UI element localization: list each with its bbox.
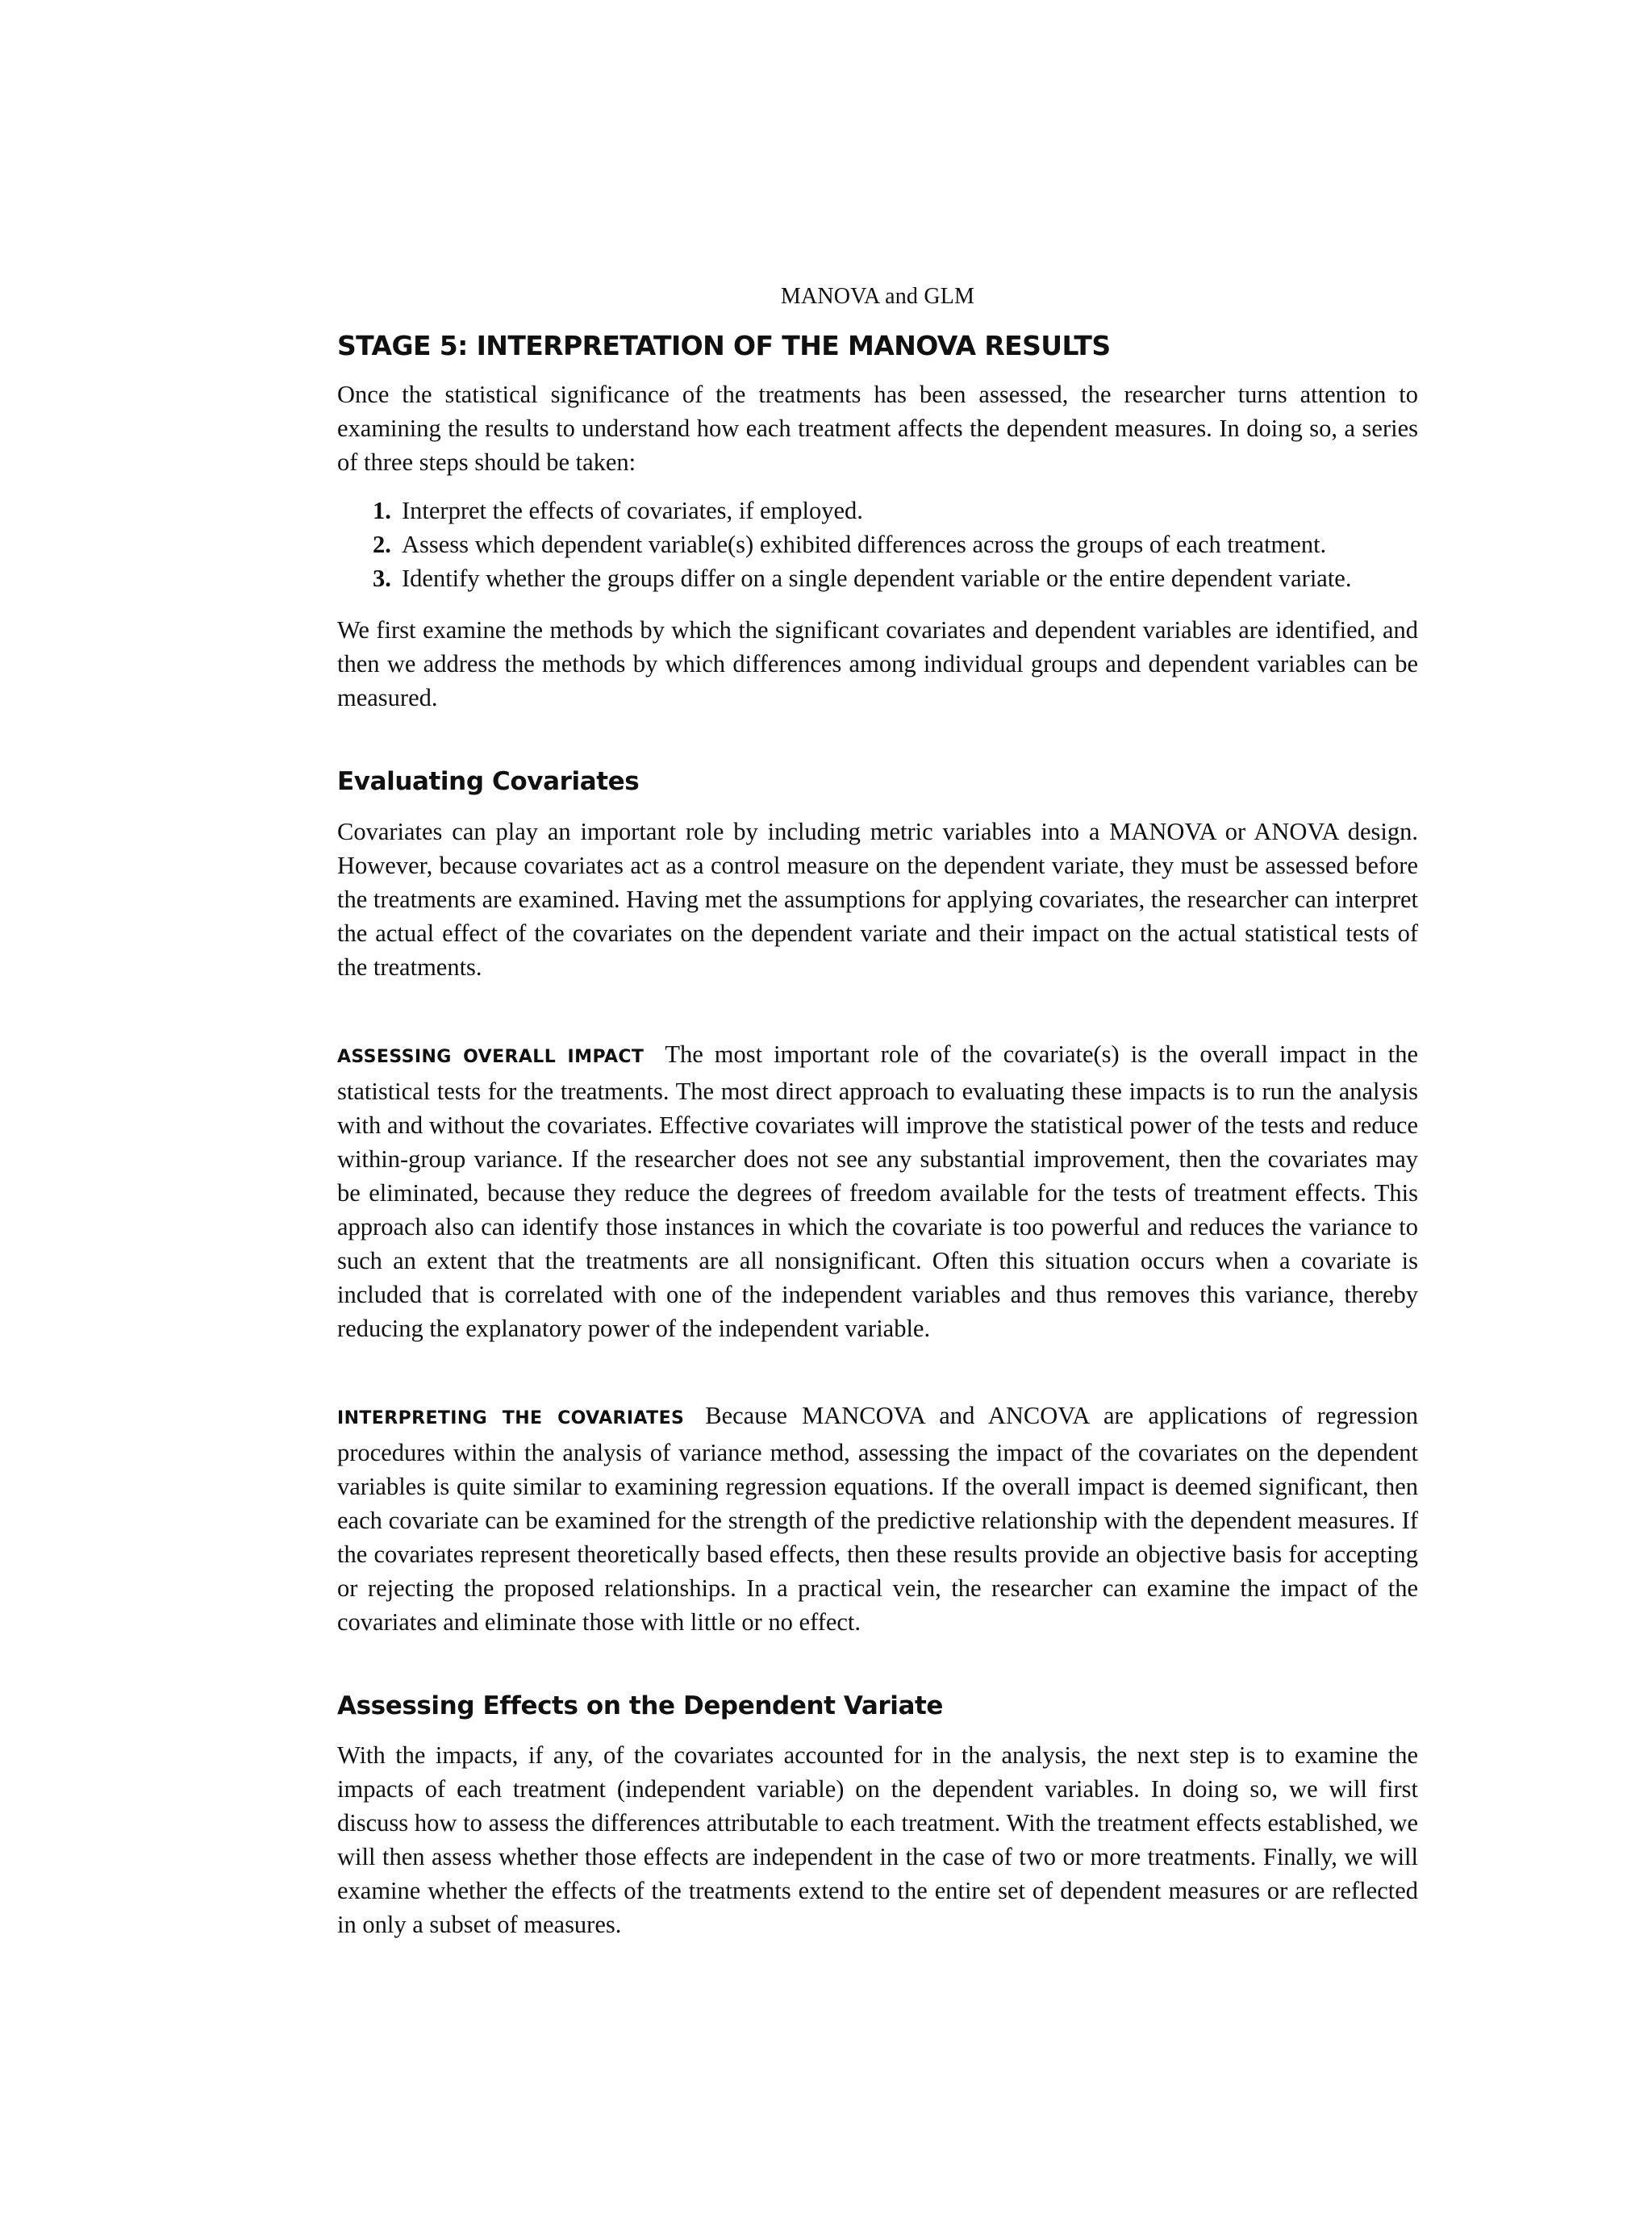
step-number: 1.: [373, 496, 391, 524]
evaluating-covariates-paragraph: Covariates can play an important role by including metric variables into a MANOVA or ANOVA design. However, because covariates act as a control measure on the dependent variate, they must be assessed before the treatments are examined. Having met the assumptions for applying covariates, the researcher can interpret the actual effect of the covariates on the dependent variate and their impact on the actual statistical tests of the treatments.: [337, 817, 1418, 981]
step-text: Assess which dependent variable(s) exhibited differences across the groups of each treatment.: [402, 530, 1327, 558]
assessing-overall-impact-paragraph: [337, 1037, 1418, 1345]
interpreting-covariates-paragraph: [337, 1399, 1418, 1639]
runin-heading-assessing-overall-impact: ASSESSING OVERALL IMPACT: [337, 1046, 645, 1067]
step-text: Identify whether the groups differ on a single dependent variable or the entire dependent variate.: [402, 564, 1352, 592]
list-item: [373, 494, 1418, 527]
section-heading-dependent-variate: Assessing Effects on the Dependent Variate: [337, 1691, 944, 1720]
followup-paragraph: We first examine the methods by which the significant covariates and dependent variables are identified, and then we address the methods by which differences among individual groups and dependent variables can be measured.: [337, 615, 1418, 711]
list-item: [373, 527, 1418, 561]
list-item: [373, 561, 1418, 595]
interpreting-covariates-text: Because MANCOVA and ANCOVA are applications of regression procedures within the analysis of variance method, assessing the impact of the covariates on the dependent variables is quite similar to examining regression equations. If the overall impact is deemed significant, then each covariate can be examined for the strength of the predictive relationship with the dependent measures. If the covariates represent theoretically based effects, then these results provide an objective basis for accepting or rejecting the proposed relationships. In a practical vein, the researcher can examine the impact of the covariates and eliminate those with little or no effect.: [337, 1401, 1419, 1636]
assessing-overall-impact-text: The most important role of the covariate(s) is the overall impact in the statistical tests for the treatments. The most direct approach to evaluating these impacts is to run the analysis with and without the covariates. Effective covariates will improve the statistical power of the tests and reduce within-group variance. If the researcher does not see any substantial improvement, then the covariates may be eliminated, because they reduce the degrees of freedom available for the tests of treatment effects. This approach also can identify those instances in which the covariate is too powerful and reduces the variance to such an extent that the treatments are all nonsignificant. Often this situation occurs when a covariate is included that is correlated with one of the independent variables and thus removes this variance, thereby reducing the explanatory power of the independent variable.: [337, 1040, 1418, 1342]
dependent-variate-paragraph: With the impacts, if any, of the covariates accounted for in the analysis, the next step is to examine the impacts of each treatment (independent variable) on the dependent variables. In doing so, we will first discuss how to assess the differences attributable to each treatment. With the treatment effects established, we will then assess whether those effects are independent in the case of two or more treatments. Finally, we will examine whether the effects of the treatments extend to the entire set of dependent measures or are reflected in only a subset of measures.: [337, 1741, 1418, 1939]
runin-heading-interpreting-covariates: INTERPRETING THE COVARIATES: [337, 1407, 685, 1428]
intro-paragraph: Once the statistical significance of the treatments has been assessed, the researcher turns attention to examining the results to understand how each treatment affects the dependent measures. In doing so, a series of three steps should be taken:: [337, 380, 1418, 476]
stage-heading: STAGE 5: INTERPRETATION OF THE MANOVA RESULTS: [337, 330, 1111, 361]
document-page: [337, 284, 1418, 1956]
step-number: 2.: [373, 530, 391, 558]
step-number: 3.: [373, 564, 391, 592]
step-text: Interpret the effects of covariates, if employed.: [402, 496, 863, 524]
steps-list: [337, 494, 1418, 595]
running-head: MANOVA and GLM: [780, 284, 975, 309]
section-heading-evaluating-covariates: Evaluating Covariates: [337, 766, 640, 796]
